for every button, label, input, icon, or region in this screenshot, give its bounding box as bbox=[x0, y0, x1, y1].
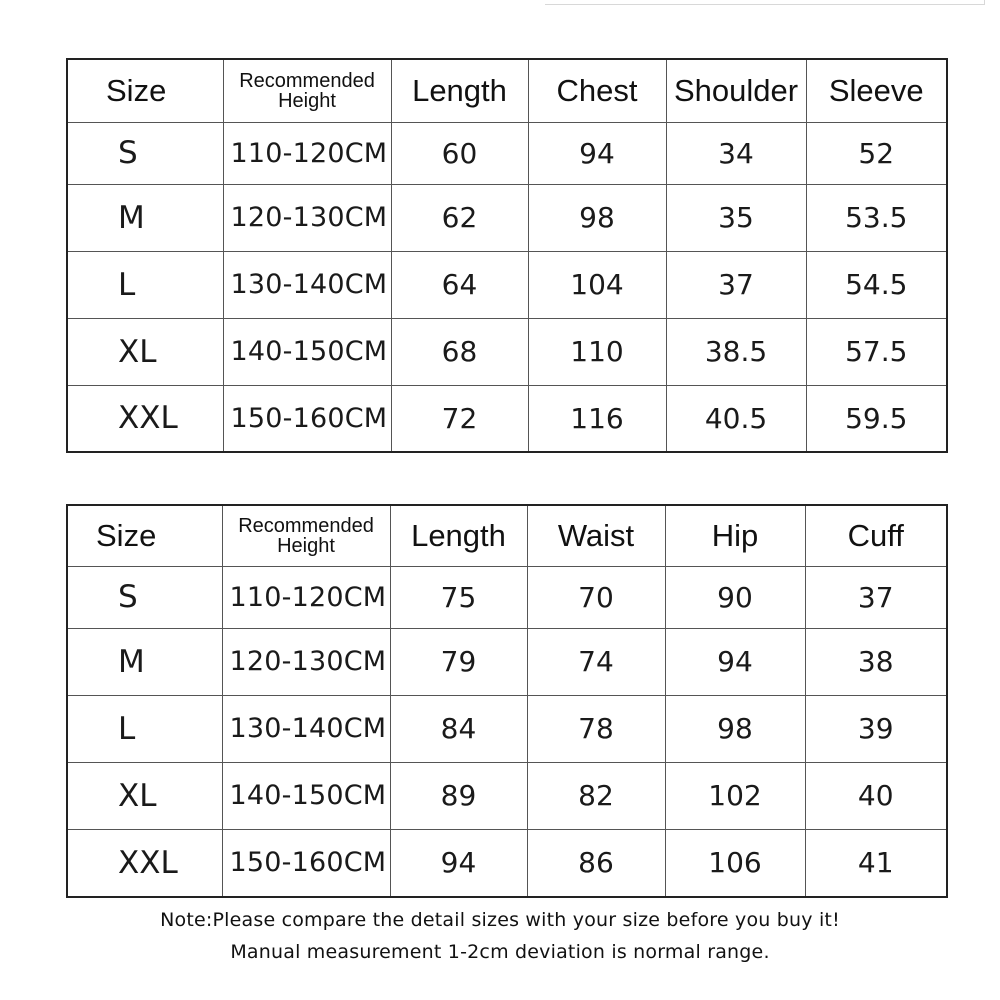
header-recommended-label: Recommended bbox=[239, 69, 375, 92]
size-cell: M bbox=[67, 628, 222, 695]
hip-cell: 94 bbox=[665, 628, 805, 695]
size-cell: L bbox=[67, 695, 222, 762]
size-cell: XXL bbox=[67, 829, 222, 897]
table-row bbox=[67, 251, 947, 318]
length-cell: 72 bbox=[391, 385, 528, 452]
shoulder-cell: 35 bbox=[666, 184, 806, 251]
table-row bbox=[67, 829, 947, 897]
sleeve-cell: 57.5 bbox=[806, 318, 947, 385]
chest-cell: 104 bbox=[528, 251, 666, 318]
size-cell: XXL bbox=[67, 385, 223, 452]
height-cell: 140-150CM bbox=[223, 318, 391, 385]
header-recommended-label: Recommended bbox=[238, 514, 374, 537]
length-cell: 64 bbox=[391, 251, 528, 318]
length-cell: 84 bbox=[390, 695, 527, 762]
height-cell: 130-140CM bbox=[222, 695, 390, 762]
size-cell: XL bbox=[67, 762, 222, 829]
table-row bbox=[67, 184, 947, 251]
chest-cell: 98 bbox=[528, 184, 666, 251]
header-cuff: Cuff bbox=[805, 505, 947, 566]
cuff-cell: 37 bbox=[805, 566, 947, 628]
hip-cell: 102 bbox=[665, 762, 805, 829]
table-row bbox=[67, 695, 947, 762]
table-row bbox=[67, 628, 947, 695]
cuff-cell: 38 bbox=[805, 628, 947, 695]
waist-cell: 86 bbox=[527, 829, 665, 897]
size-cell: S bbox=[67, 122, 223, 184]
length-cell: 60 bbox=[391, 122, 528, 184]
height-cell: 110-120CM bbox=[223, 122, 391, 184]
sleeve-cell: 59.5 bbox=[806, 385, 947, 452]
header-size: Size bbox=[67, 505, 222, 566]
header-sleeve: Sleeve bbox=[806, 59, 947, 122]
top-size-chart-table bbox=[66, 58, 948, 453]
size-cell: S bbox=[67, 566, 222, 628]
header-height-label: Height bbox=[277, 534, 335, 557]
shoulder-cell: 40.5 bbox=[666, 385, 806, 452]
cuff-cell: 41 bbox=[805, 829, 947, 897]
height-cell: 140-150CM bbox=[222, 762, 390, 829]
table-row bbox=[67, 318, 947, 385]
length-cell: 94 bbox=[390, 829, 527, 897]
header-chest: Chest bbox=[528, 59, 666, 122]
header-length: Length bbox=[391, 59, 528, 122]
shoulder-cell: 38.5 bbox=[666, 318, 806, 385]
note-text-line-1: Note:Please compare the detail sizes with your size before you buy it! bbox=[160, 909, 840, 931]
top-edge-line bbox=[545, 0, 985, 5]
size-cell: XL bbox=[67, 318, 223, 385]
height-cell: 120-130CM bbox=[223, 184, 391, 251]
table-header-row bbox=[67, 505, 947, 566]
table-header-row bbox=[67, 59, 947, 122]
height-cell: 120-130CM bbox=[222, 628, 390, 695]
height-cell: 150-160CM bbox=[222, 829, 390, 897]
length-cell: 68 bbox=[391, 318, 528, 385]
header-waist: Waist bbox=[527, 505, 665, 566]
header-length: Length bbox=[390, 505, 527, 566]
table-row bbox=[67, 122, 947, 184]
header-shoulder: Shoulder bbox=[666, 59, 806, 122]
length-cell: 79 bbox=[390, 628, 527, 695]
table-row bbox=[67, 385, 947, 452]
waist-cell: 78 bbox=[527, 695, 665, 762]
table-row bbox=[67, 566, 947, 628]
header-recommended-height bbox=[222, 505, 390, 566]
shoulder-cell: 37 bbox=[666, 251, 806, 318]
hip-cell: 90 bbox=[665, 566, 805, 628]
waist-cell: 74 bbox=[527, 628, 665, 695]
length-cell: 89 bbox=[390, 762, 527, 829]
size-cell: M bbox=[67, 184, 223, 251]
bottom-size-chart-table bbox=[66, 504, 948, 898]
height-cell: 110-120CM bbox=[222, 566, 390, 628]
height-cell: 130-140CM bbox=[223, 251, 391, 318]
shoulder-cell: 34 bbox=[666, 122, 806, 184]
size-cell: L bbox=[67, 251, 223, 318]
table-row bbox=[67, 762, 947, 829]
sleeve-cell: 54.5 bbox=[806, 251, 947, 318]
hip-cell: 106 bbox=[665, 829, 805, 897]
header-recommended-height bbox=[223, 59, 391, 122]
height-cell: 150-160CM bbox=[223, 385, 391, 452]
sleeve-cell: 53.5 bbox=[806, 184, 947, 251]
header-height-label: Height bbox=[278, 89, 336, 112]
length-cell: 62 bbox=[391, 184, 528, 251]
waist-cell: 70 bbox=[527, 566, 665, 628]
chest-cell: 110 bbox=[528, 318, 666, 385]
hip-cell: 98 bbox=[665, 695, 805, 762]
waist-cell: 82 bbox=[527, 762, 665, 829]
cuff-cell: 39 bbox=[805, 695, 947, 762]
chest-cell: 94 bbox=[528, 122, 666, 184]
length-cell: 75 bbox=[390, 566, 527, 628]
header-hip: Hip bbox=[665, 505, 805, 566]
chest-cell: 116 bbox=[528, 385, 666, 452]
note-text-line-2: Manual measurement 1-2cm deviation is normal range. bbox=[230, 941, 770, 963]
header-size: Size bbox=[67, 59, 223, 122]
sleeve-cell: 52 bbox=[806, 122, 947, 184]
cuff-cell: 40 bbox=[805, 762, 947, 829]
